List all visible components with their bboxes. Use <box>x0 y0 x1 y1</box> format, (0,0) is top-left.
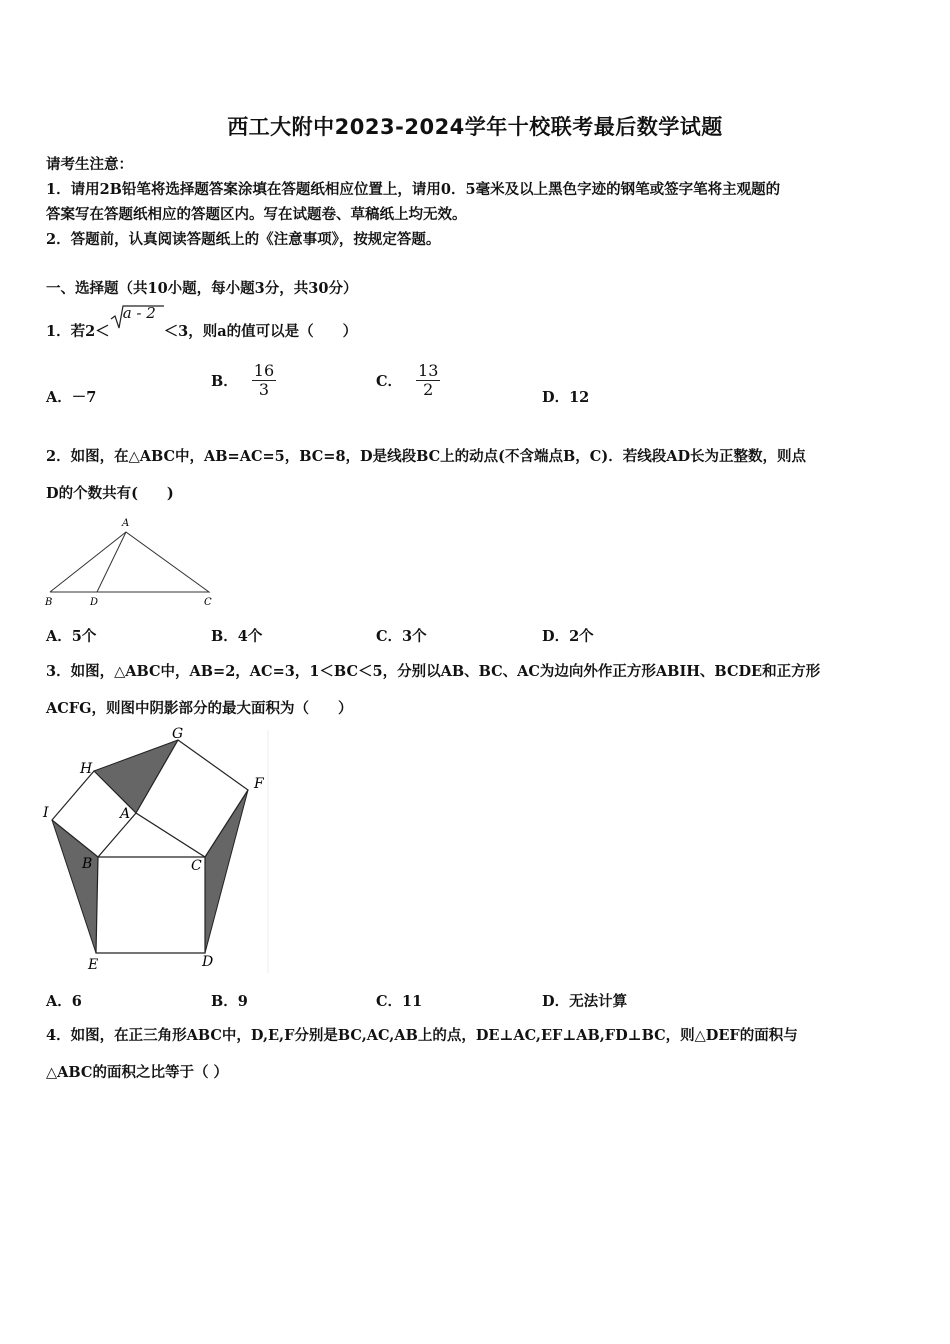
label-f: F <box>254 776 264 792</box>
fraction-numerator: 16 <box>253 361 275 380</box>
q1-option-b[interactable] <box>211 362 276 399</box>
label-a: A <box>122 518 130 529</box>
notice-line-1b: 答案写在答题纸相应的答题区内。写在试题卷、草稿纸上均无效。 <box>46 206 467 223</box>
question-4-line-2: △ABC的面积之比等于（ ） <box>46 1064 229 1081</box>
q2-option-a[interactable]: A．5个 <box>46 628 97 645</box>
notice-line-1: 1．请用2B铅笔将选择题答案涂填在答题纸相应位置上，请用0．5毫米及以上黑色字迹的钢笔或签字笔将主观题的 <box>46 181 781 198</box>
label-d: D <box>90 597 99 608</box>
question-1 <box>46 304 358 341</box>
label-g: G <box>172 726 184 742</box>
fraction-denominator: 2 <box>423 380 434 399</box>
q2-option-c[interactable]: C．3个 <box>376 628 427 645</box>
fraction-16-3 <box>252 362 276 399</box>
square-bcde <box>96 857 205 953</box>
segment-ad <box>97 532 126 592</box>
q1-option-a[interactable]: A．－7 <box>46 389 97 406</box>
q2-option-d[interactable]: D．2个 <box>542 628 594 645</box>
label-h: H <box>80 761 93 777</box>
q1-option-c[interactable] <box>376 362 440 399</box>
q1-suffix: ＜3，则a的值可以是（ ） <box>163 323 358 340</box>
question-3-line-1: 3．如图，△ABC中，AB=2，AC=3，1＜BC＜5，分别以AB、BC、AC为边向外作正方形ABIH、BCDE和正方形 <box>46 663 821 680</box>
notice-heading: 请考生注意： <box>46 156 133 173</box>
fraction-denominator: 3 <box>258 380 270 399</box>
label-e: E <box>88 957 99 973</box>
section-heading: 一、选择题（共10小题，每小题3分，共30分） <box>46 280 358 297</box>
shaded-triangle-ahg <box>94 740 178 813</box>
notice-line-2: 2．答题前，认真阅读答题纸上的《注意事项》，按规定答题。 <box>46 231 441 248</box>
label-c: C <box>191 858 202 874</box>
sqrt-expression <box>110 304 164 340</box>
q3-option-d[interactable]: D．无法计算 <box>542 993 628 1010</box>
fraction-numerator: 13 <box>418 361 439 380</box>
squares-figure <box>38 725 273 975</box>
question-3-line-2: ACFG，则图中阴影部分的最大面积为（ ） <box>46 700 353 717</box>
q3-option-a[interactable]: A．6 <box>46 993 82 1010</box>
label-c: C <box>204 597 212 608</box>
page-title: 西工大附中2023-2024学年十校联考最后数学试题 <box>227 115 723 139</box>
label-a: A <box>120 806 131 822</box>
label-b: B <box>82 856 93 872</box>
question-2-line-1: 2．如图，在△ABC中，AB=AC=5，BC=8，D是线段BC上的动点(不含端点B，C)．若线段AD长为正整数，则点 <box>46 448 807 465</box>
triangle-abc-figure <box>40 512 225 612</box>
fraction-13-2 <box>416 362 440 399</box>
q3-option-b[interactable]: B．9 <box>211 993 248 1010</box>
label-i: I <box>43 805 49 821</box>
q1-option-c-label: C． <box>376 373 403 390</box>
question-4-line-1: 4．如图，在正三角形ABC中，D,E,F分别是BC,AC,AB上的点，DE⊥AC,EF⊥AB,FD⊥BC，则△DEF的面积与 <box>46 1027 798 1044</box>
sqrt-radicand: a - 2 <box>122 304 156 322</box>
q1-option-d[interactable]: D．12 <box>542 389 590 406</box>
q1-option-b-label: B． <box>211 373 238 390</box>
label-d: D <box>202 954 214 970</box>
q3-option-c[interactable]: C．11 <box>376 993 423 1010</box>
question-2-line-2: D的个数共有( ) <box>46 485 174 502</box>
q1-prefix: 1．若2＜ <box>46 323 110 340</box>
label-b: B <box>45 597 53 608</box>
q2-option-b[interactable]: B．4个 <box>211 628 263 645</box>
